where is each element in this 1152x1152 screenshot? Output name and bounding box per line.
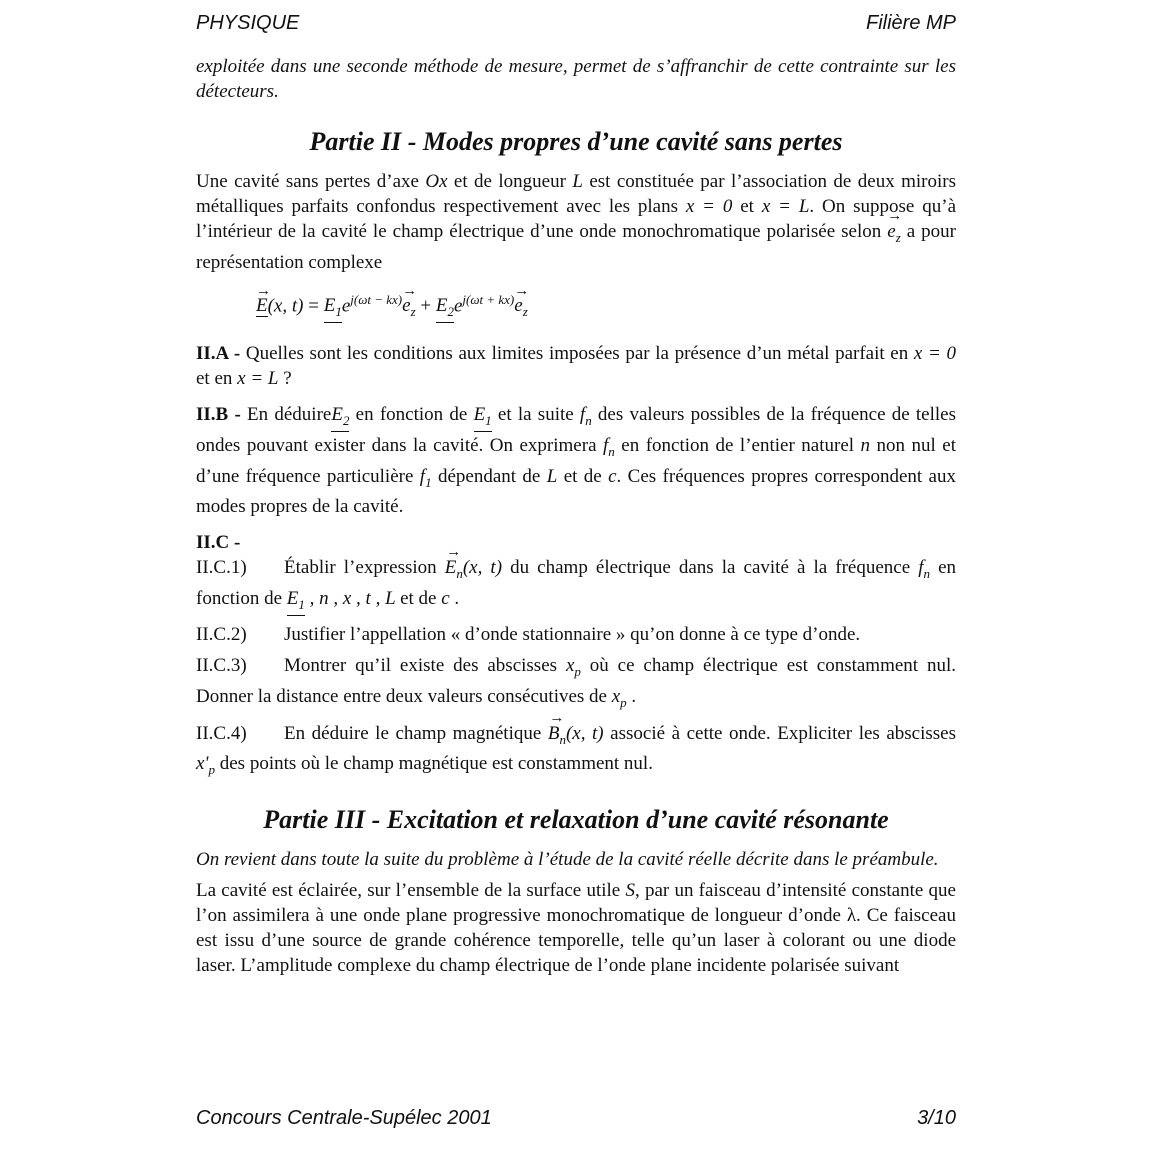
footer-page-number: 3/10 — [917, 1107, 956, 1129]
question-IIB: II.B - En déduireE$_2$ en fonction de $E_1$ et la suite $f_n$ des valeurs possibles de la fréquence de telles ondes pouvant exister dans la cavité. On exprimera $f_n$ en fonction de l’entier naturel n non nul et d’une fréquence particulière $f_1$ dépendant de L et de c. Ces fréquences propres correspondent aux modes propres de la cavité. — [196, 403, 956, 518]
part3-paragraph: La cavité est éclairée, sur l’ensemble de la surface utile S, par un faisceau d’intensité constante que l’on assimilera à une onde plane progressive monochromatique de longueur d’onde λ. Ce faisceau est issu d’une source de grande cohérence temporelle, telle qu’un laser à colorant ou une diode laser. L’amplitude complexe du champ électrique de l’onde plane incidente polarisée suivant — [196, 880, 956, 977]
document-page — [196, 0, 956, 1152]
intro-continuation: exploitée dans une seconde méthode de mesure, permet de s’affranchir de cette contrainte sur les détecteurs. — [196, 56, 956, 102]
footer-contest: Concours Centrale-Supélec 2001 — [196, 1107, 492, 1129]
page-footer — [196, 1107, 956, 1131]
part3-title: Partie III - Excitation et relaxation d’une cavité résonante — [263, 805, 889, 835]
question-IIC2: II.C.2) Justifier l’appellation « d’onde stationnaire » qu’on donne à ce type d’onde. — [196, 623, 861, 645]
part3-note: On revient dans toute la suite du problème à l’étude de la cavité réelle décrite dans le préambule. — [196, 849, 939, 871]
document-body — [196, 54, 956, 978]
header-subject: PHYSIQUE — [196, 12, 300, 34]
field-equation: → E(x, $t) = E_1e^{j(\omega t - kx)}\to e_z + E_2e^{j(\omega t + kx)}\to e_z$ — [256, 285, 956, 327]
question-IIC1: II.C.1) Établir l’expression → $E_n(x$, t) du champ électrique dans la cavité à la fréquence $f_n$ en fonction de $E_1$ , n , x , t , L et de c . — [196, 555, 956, 616]
header-track: Filière MP — [865, 12, 956, 34]
question-IIC-heading: II.C - — [196, 532, 241, 554]
question-IIC4: II.C.4) En déduire le champ magnétique → $B_n(x$, t) associé à cette onde. Expliciter les abscisses $x'_p$ des points où le champ magnétique est constamment nul. — [196, 721, 956, 783]
unit-vector-ez: → $e_z$ — [887, 219, 901, 250]
part2-title: Partie II - Modes propres d’une cavité sans pertes — [309, 127, 843, 156]
question-IIA: II.A - Quelles sont les conditions aux limites imposées par la présence d’un métal parfait en x = 0 et en x = L ? — [196, 342, 956, 389]
part2-intro: Une cavité sans pertes d’axe Ox et de longueur L est constituée par l’association de deux miroirs métalliques parfaits confondus respectivement avec les plans x = 0 et x = L. On suppose qu’à l’intérieur de la cavité le champ électrique d’une onde monochromatique polarisée selon → $e_z$ a pour représentation complexe — [196, 169, 956, 275]
question-IIC3: II.C.3) Montrer qu’il existe des abscisses $x_p$ où ce champ électrique est constamment nul. Donner la distance entre deux valeurs consécutives de $x_p$ . — [196, 654, 956, 710]
page-header — [196, 12, 956, 36]
